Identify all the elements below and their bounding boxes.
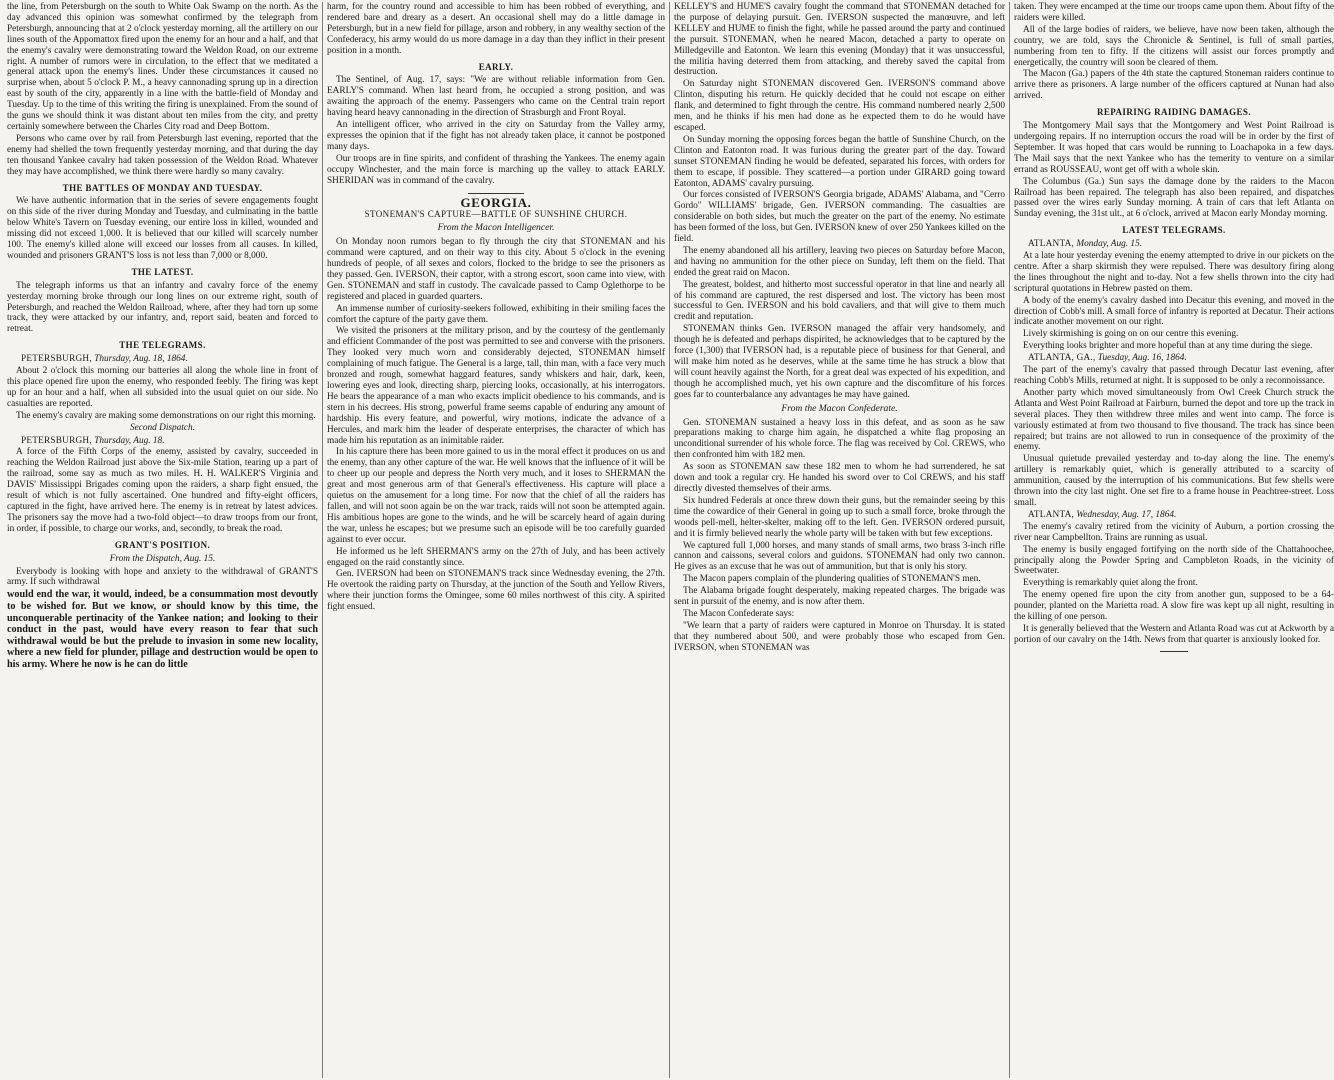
article-paragraph: About 2 o'clock this morning our batteries all along the whole line in front of this place opened fire upon the enemy, who responded feebly. The firing was kept up for an hour and a half, when all subsided into the usual quiet on our side. No casualties are reported. [7, 366, 318, 409]
article-paragraph: A body of the enemy's cavalry dashed into Decatur this evening, and moved in the direction of Cobb's mill. A small force of infantry is reported at Decatur. Their actions indicate another movement on our right. [1014, 295, 1334, 328]
article-paragraph: the line, from Petersburgh on the south to White Oak Swamp on the north. As the day advanced this opinion was somewhat confirmed by the telegraph from Petersburgh, announcing that at 2 o'clock yesterday morning, all the artillery on our lines south of the Appomattox fired upon the enemy for an hour and a half, and that the enemy's cavalry were demonstrating toward the Weldon Road, on our extreme right. A number of rumors were in circulation, to the effect that we meditated a general attack upon the enemy's lines. Under these circumstances it caused no surprise when, about 5 o'clock P. M., a heavy cannonading sprung up in a direction east by south of the city, apparently in a line with the battle-field of Monday and Tuesday. Up to the time of this writing the firing is unexplained. From the sound of the guns we should think it was distant about ten miles from the city, and pretty certainly somewhere between the Charles City road and Deep Bottom. [7, 2, 318, 132]
article-paragraph: An immense number of curiosity-seekers followed, exhibiting in their smiling faces the comfort the capture of the party gave them. [327, 303, 665, 325]
article-paragraph: The part of the enemy's cavalry that passed through Decatur last evening, after reaching Cobb's Mills, returned at night. It is supposed to be only a reconnoissance. [1014, 365, 1334, 386]
article-paragraph: The enemy's cavalry are making some demonstrations on our right this morning. [16, 410, 316, 421]
dateline-place: PETERSBURGH, [21, 354, 92, 365]
end-rule [1160, 651, 1188, 652]
byline: From the Dispatch, Aug. 15. [109, 553, 216, 564]
article-paragraph: Six hundred Federals at once threw down their guns, but the remainder seeing by this time the cowardice of their General in going up to such a small force, broke through the woods pell-mell, helter-skelter, making off to the left. Gen. IVERSON ordered pursuit, and it is firmly believed nearly the whole party will be taken with but few exceptions. [674, 495, 1005, 539]
dateline [1014, 353, 1334, 364]
dateline-place: PETERSBURGH, [21, 435, 92, 446]
dateline-place: ATLANTA, [1028, 509, 1075, 520]
section-heading: THE LATEST. [131, 266, 194, 277]
article-paragraph: On Saturday night STONEMAN discovered Gen. IVERSON'S command above Clinton, disputing his return. He quickly decided that he could not escape on either flank, and determined to fight through the centre. His command numbered nearly 2,500 men, and he thinks if his men had done as he expected them to do he would have escaped. [674, 79, 1005, 133]
column-rule [669, 2, 670, 1078]
column-2 [324, 2, 668, 1080]
article-paragraph: KELLEY'S and HUME'S cavalry fought the command that STONEMAN detached for the purpose of delaying pursuit. Gen. IVERSON suspected the manœuvre, and left KELLEY and HUME to finish the fight, while he passed around the party and continued the pursuit. STONEMAN, when he neared Macon, detached a party to operate on Milledgeville and Eatonton. We learn this evening (Monday) that it was unsuccessful, the militia having deterred them from attacking, and thereby saved the capital from destruction. [674, 2, 1005, 78]
article-paragraph: Our troops are in fine spirits, and confident of thrashing the Yankees. The enemy again occupy Winchester, and the main force is marching up the valley to attack EARLY. SHERIDAN was in command of the cavalry. [327, 153, 665, 186]
section-heading: EARLY. [478, 61, 514, 72]
sub-heading: STONEMAN'S CAPTURE—BATTLE OF SUNSHINE CHURCH. [364, 209, 628, 220]
article-paragraph: The enemy's cavalry retired from the vicinity of Auburn, a portion crossing the river near Campbellton. Trains are running as usual. [1014, 521, 1334, 543]
dateline [1014, 239, 1334, 250]
dateline [1014, 510, 1334, 521]
column-rule [1009, 2, 1010, 1078]
section-heading: THE BATTLES OF MONDAY AND TUESDAY. [62, 182, 263, 193]
article-paragraph: We visited the prisoners at the military prison, and by the courtesy of the gentlemanly and efficient Commander of the post was permitted to see and converse with the prisoners. They looked very much worn and considerably dejected, STONEMAN himself complaining of much fatigue. The General is a large, tall, thin man, with a face very much bronzed and rough, somewhat haggard features, sandy whiskers and hair, dark, keen, lowering eyes and look, directing sharp, piercing looks, occasionally, at his interrogators. He bears the appearance of a man who exacts implicit obedience to his commands, and is stern in his decrees. His strong, powerful frame seems capable of enduring any amount of hardship. His every feature, and powerful, wiry motions, indicate the advance of a Hercules, and mark him the leader of desperate enterprises, the character of which has made him his reputation as an inimitable raider. [327, 326, 665, 446]
article-paragraph: "We learn that a party of raiders were captured in Monroe on Thursday. It is stated that they numbered about 500, and were probably those who escaped from Gen. IVERSON, when STONEMAN was [674, 620, 1005, 653]
column-rule [322, 2, 323, 1078]
article-paragraph: Everything is remarkably quiet along the front. [1023, 578, 1198, 589]
article-paragraph: At a late hour yesterday evening the enemy attempted to drive in our pickets on the centre. After a sharp skirmish they were repulsed. There was desultory firing along the lines throughout the night and to-day. Not a few shells thrown into the city had scriptural quotations in Hebrew pasted on them. [1014, 251, 1334, 294]
article-paragraph: In his capture there has been more gained to us in the moral effect it produces on us and the enemy, than any other capture of the war. He well knows that the influence of it will be to cheer up our people and depress the North very much, and it loses to SHERMAN the great and most generous arm of that General's effectiveness. His capture will place a quietus on the amusement for a long time. For now that the chief of all the raiders has fallen, and will not soon again be on the war track, raids will not soon be attempted again. His ambitious hopes are gone to the winds, and he will be scarcely heard of again during the war, unless he escapes; but we presume such an episode will be too carefully guarded against to ever occur. [327, 447, 665, 545]
article-paragraph: The Columbus (Ga.) Sun says the damage done by the raiders to the Macon Railroad has been repaired. The telegraph has also been repaired, and dispatches passed over the wires early Sunday morning. A train of cars that left Atlanta on Sunday evening, the 31st ult., at 6 o'clock, arrived at Macon early Monday morning. [1014, 176, 1334, 220]
section-heading: REPAIRING RAIDING DAMAGES. [1097, 107, 1251, 118]
article-paragraph: The Macon papers complain of the plundering qualities of STONEMAN'S men. [683, 574, 981, 585]
dateline-place: ATLANTA, [1028, 239, 1075, 250]
article-paragraph: The greatest, boldest, and hitherto most successful operator in that line and nearly all of his command are captured, the rest dispersed and lost. The victory has been most successful to Gen. IVERSON and his bold cavaliers, and that will give to them much credit and reputation. [674, 279, 1005, 323]
article-paragraph: Gen. IVERSON had been on STONEMAN'S track since Wednesday evening, the 27th. He overtook the raiding party on Thursday, at the junction of the South and Yellow Rivers, where their junction forms the Omingee, some 60 miles northwest of this city. A spirited fight ensued. [327, 569, 665, 613]
dateline-date: Tuesday, Aug. 16, 1864. [1097, 353, 1187, 364]
main-heading: GEORGIA. [460, 194, 532, 210]
article-paragraph: Everything looks brighter and more hopeful than at any time during the siege. [1023, 341, 1313, 352]
article-paragraph: The Macon (Ga.) papers of the 4th state the captured Stoneman raiders continue to arrive there as prisoners. A large number of the officers captured at Nunan had also arrived. [1014, 69, 1334, 102]
section-heading: GRANT'S POSITION. [114, 539, 211, 550]
column-4 [1011, 2, 1334, 1080]
article-paragraph: It is generally believed that the Western and Atlanta Road was cut at Ackworth by a portion of our cavalry on the 14th. News from that quarter is anxiously looked for. [1014, 623, 1334, 645]
column-1 [4, 2, 321, 1080]
section-heading: THE TELEGRAMS. [119, 340, 206, 351]
dateline-date: Monday, Aug. 15. [1076, 239, 1143, 250]
dateline-date: Wednesday, Aug. 17, 1864. [1076, 509, 1177, 520]
article-paragraph: The enemy is busily engaged fortifying on the north side of the Chattahoochee, principally along the Powder Spring and Campbleton Roads, in the vicinity of Sweetwater. [1014, 544, 1334, 577]
column-3 [671, 2, 1008, 1080]
source-line: From the Macon Intelligencer. [437, 222, 555, 234]
article-paragraph: The Sentinel, of Aug. 17, says: "We are without reliable information from Gen. EARLY'S command. When last heard from, he occupied a strong position, and was awaiting the approach of the enemy. Passengers who came on the Central train report having heard heavy cannonading in the direction of Strasburgh and Front Royal. [327, 75, 665, 119]
article-paragraph: We captured full 1,000 horses, and many stands of small arms, two brass 3-inch rifle cannon and caissons, several colors and guidons. STONEMAN had only two cannon. He gives as an excuse that he was out of ammunition, but that is only his story. [674, 540, 1005, 573]
byline: Second Dispatch. [129, 422, 196, 433]
article-paragraph: The telegraph informs us that an infantry and cavalry force of the enemy yesterday morning broke through our long lines on our extreme right, south of Petersburgh, and reached the Weldon Railroad, where, after they had torn up some track, they were attacked by our infantry, and, report said, beaten and forced to retreat. [7, 280, 318, 335]
section-heading: LATEST TELEGRAMS. [1122, 225, 1226, 236]
article-paragraph: Unusual quietude prevailed yesterday and to-day along the line. The enemy's artillery is remarkably quiet, which is generally attributed to a scarcity of ammunition, caused by the interruption of his communications. But few shells were thrown into the city last night. One set fire to a frame house in Peachtree-street. Loss small. [1014, 454, 1334, 508]
dateline-date: Thursday, Aug. 18, 1864. [94, 354, 188, 365]
article-paragraph: On Sunday morning the opposing forces began the battle of Sunshine Church, on the Clinton and Eatonton road. It was furious during the greater part of the day. Toward sunset STONEMAN finding he would be defeated, separated his forces, with orders for them to escape, if possible. They scattered—a portion under GIRARD going toward Eatonton, ADAMS' cavalry pursuing. [674, 134, 1005, 189]
article-paragraph: As soon as STONEMAN saw these 182 men to whom he had surrendered, he sat down and took a regular cry. He handed his sword over to Col CREWS, and his staff directly divested themselves of their arms. [674, 462, 1005, 494]
article-paragraph: The enemy opened fire upon the city from another gun, supposed to be a 64-pounder, planted on the Marietta road. A slow fire was kept up all night, resulting in the killing of one person. [1014, 590, 1334, 623]
dateline-place: ATLANTA, GA., [1028, 353, 1096, 364]
article-paragraph: Lively skirmishing is going on on our centre this evening. [1023, 329, 1239, 340]
article-paragraph: An intelligent officer, who arrived in the city on Saturday from the Valley army, expresses the opinion that if the fight has not already taken place, it cannot be postponed many days. [327, 120, 665, 152]
article-paragraph: The Alabama brigade fought desperately, making repeated charges. The brigade was sent in pursuit of the enemy, and is now after them. [674, 586, 1005, 608]
article-paragraph: We have authentic information that in the series of severe engagements fought on this side of the river during Monday and Tuesday, and culminating in the battle below White's Tavern on Tuesday evening, our entire loss in killed, wounded and missing did not exceed 1,000. It is believed that our killed will scarcely number 100. The enemy's killed alone will exceed our losses from all causes. In killed, wounded and prisoners GRANT'S loss is not less than 7,000 or 8,000. [7, 196, 318, 261]
article-paragraph: taken. They were encamped at the time our troops came upon them. About fifty of the raiders were killed. [1014, 2, 1334, 23]
dateline [7, 354, 318, 365]
article-paragraph: would end the war, it would, indeed, be a consummation most devoutly to be wished for. But we know, or should know by this time, the unconquerable pertinacity of the Yankee nation; and looking to their conduct in the past, would have every reason to fear that such withdrawal would be but the prelude to invasion in some new locality, where a new field for plunder, pillage and destruction would be open to his army. Where he now is he can do little [7, 589, 318, 670]
article-paragraph: All of the large bodies of raiders, we believe, have now been taken, although the country, we are told, says the Chronicle & Sentinel, is full of small parties, numbering from ten to fifty. If the citizens will assist our forces promptly and energetically, the country will soon be cleared of them. [1014, 24, 1334, 68]
article-paragraph: STONEMAN thinks Gen. IVERSON managed the affair very handsomely, and though he is defeated and perhaps dispirited, he acknowledges that to be captured by the force (1,300) that IVERSON had, is a reputable piece of business for that General, and will make him noted as he deserves, while at the same time he has struck a blow that will count heavily against the North, for a great deal was expected of his expedition, and though he accomplished much, yet his own capture and the discomfiture of his forces goes far to counterbalance any advantages he may have gained. [674, 324, 1005, 400]
article-paragraph: The Montgomery Mail says that the Montgomery and West Point Railroad is undergoing repairs. If no interruption occurs the road will be in order by the first of September. It was hoped that cars would be running to Loachapoka in a few days. The Mail says that the next Yankee who has the temerity to venture on a similar errand as ROUSSEAU, wont get off with a whole skin. [1014, 121, 1334, 175]
article-paragraph: The Macon Confederate says: [683, 608, 795, 619]
article-paragraph: On Monday noon rumors began to fly through the city that STONEMAN and his command were captured, and on their way to this city. About 5 o'clock in the evening hundreds of people, of all sexes and colors, flocked to the bridge to see the prisoners as they passed. Gen. IVERSON, their captor, with a strong escort, soon came into view, with Gen. STONEMAN and staff in custody. The cavalcade passed to Camp Oglethorpe to be registered and placed in guarded quarters. [327, 237, 665, 302]
article-paragraph: Persons who came over by rail from Petersburgh last evening, reported that the enemy had shelled the town frequently yesterday morning, and that during the day ten thousand Yankee cavalry had taken possession of the Weldon Road. Whatever they may have accomplished, we think there were hardly so many cavalry. [7, 133, 318, 177]
article-paragraph: Everybody is looking with hope and anxiety to the withdrawal of GRANT'S army. If such withdrawal [7, 566, 318, 588]
article-paragraph: Gen. STONEMAN sustained a heavy loss in this defeat, and as soon as he saw preparations making to charge him again, he dispatched a white flag proposing an unconditional surrender of his whole force. The flag was received by Col. CREWS, who then confronted him with 182 men. [674, 417, 1005, 461]
source-line: From the Macon Confederate. [781, 402, 898, 414]
article-paragraph: harm, for the country round and accessible to him has been robbed of everything, and rendered bare and dreary as a desert. An occasional shell may do a little damage in Petersburgh, but in a new field for pillage, arson and robbery, in any wealthy section of the Confederacy, his army would do us more damage in a day than they inflict in their present position in a month. [327, 2, 665, 56]
dateline-date: Thursday, Aug. 18. [94, 435, 165, 446]
dateline [7, 436, 318, 447]
article-paragraph: Our forces consisted of IVERSON'S Georgia brigade, ADAMS' Alabama, and "Cerro Gordo" WILLIAMS' brigade, Gen. IVERSON commanding. The casualties are considerable on both sides, but much the greater on the part of the enemy. No estimate has been formed of the loss, but Gen. IVERSON knew of over 250 Yankees killed on the field. [674, 190, 1005, 245]
article-paragraph: A force of the Fifth Corps of the enemy, assisted by cavalry, succeeded in reaching the Weldon Railroad just above the Six-mile Station, tearing up a part of the railroad, some say as much as two miles. H. H. WALKER'S Virginia and DAVIS' Mississippi Brigades coming upon the raiders, a sharp fight ensued, the result of which is not fully ascertained. One hundred and fifty-eight officers, captured in the fight, have arrived here. The enemy is in retreat by latest advices. The prisoners say the move had a two-fold object—to draw troops from our front, in order, if possible, to charge our works, and, secondly, to break the road. [7, 447, 318, 534]
article-paragraph: The enemy abandoned all his artillery, leaving two pieces on Saturday before Macon, and having no ammunition for the other piece on Sunday, left them on the field. That ended the great raid on Macon. [674, 245, 1005, 278]
article-paragraph: He informed us he left SHERMAN'S army on the 27th of July, and has been actively engaged on the raid constantly since. [327, 546, 665, 568]
divider-rule [468, 193, 524, 194]
article-paragraph: Another party which moved simultaneously from Owl Creek Church struck the Atlanta and West Point Railroad at Fairburn, burned the depot and tore up the track in several places. They then withdrew three miles and went into camp. The force is variously estimated at from two thousand to five thousand. The track has since been repaired; but trains are not allowed to run in consequence of the proximity of the enemy. [1014, 387, 1334, 453]
